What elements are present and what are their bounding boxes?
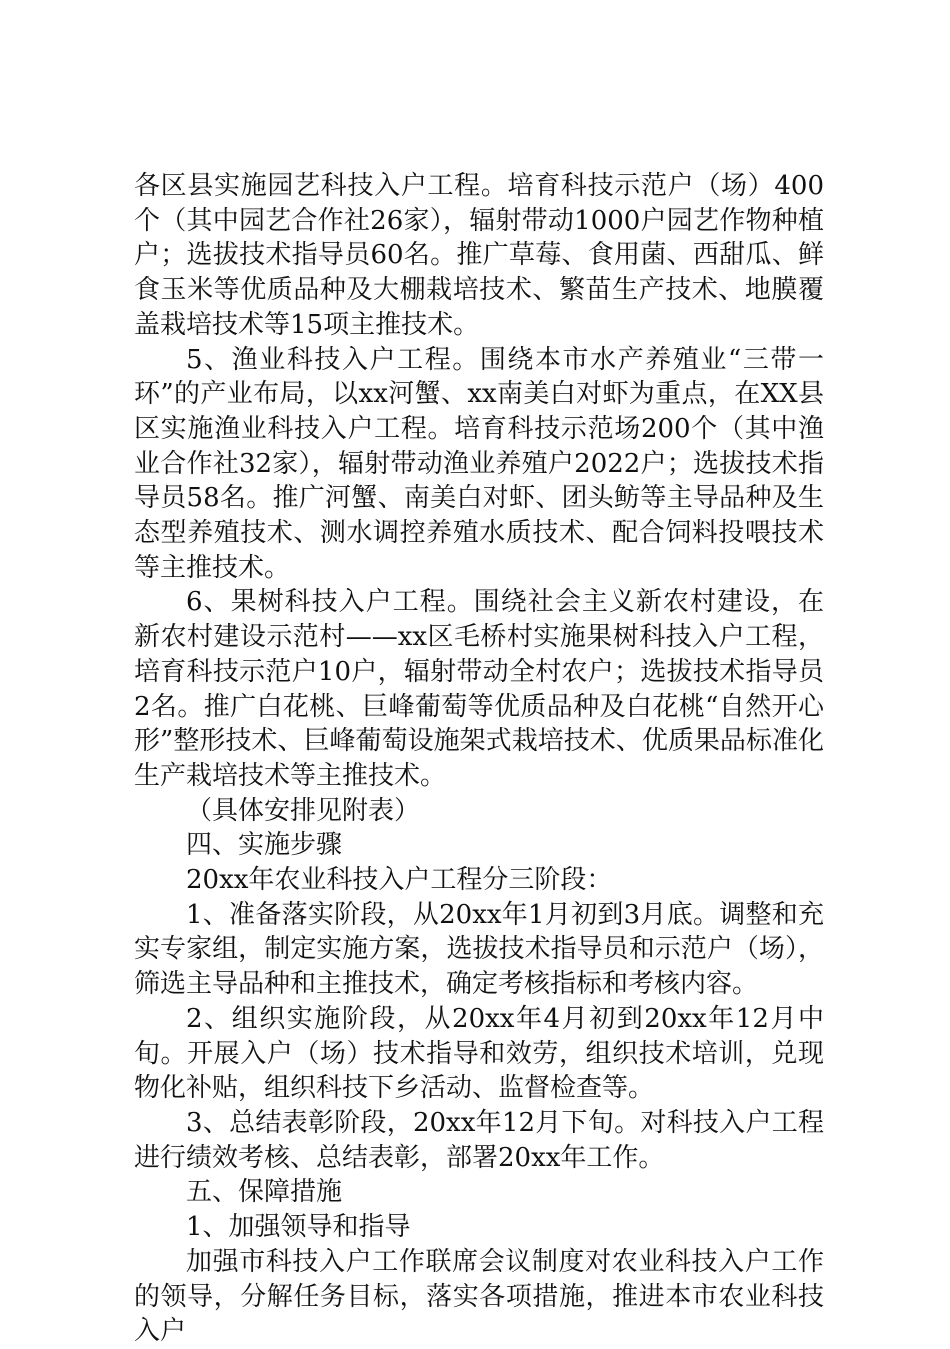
section-heading-implementation-steps: 四、实施步骤: [186, 830, 343, 861]
paragraph-stage-implementation: 2、组织实施阶段，从20xx年4月初到20xx年12月中旬。开展入户（场）技术指导和效劳，组织技术培训，兑现物化补贴，组织科技下乡活动、监督检查等。: [134, 1003, 824, 1104]
paragraph-leadership-body: 加强市科技入户工作联席会议制度对农业科技入户工作的领导，分解任务目标，落实各项措施，推进本市农业科技入户: [134, 1246, 824, 1347]
paragraph-stage-preparation: 1、准备落实阶段，从20xx年1月初到3月底。调整和充实专家组，制定实施方案，选拔技术指导员和示范户（场），筛选主导品种和主推技术，确定考核指标和考核内容。: [134, 899, 824, 1000]
paragraph-three-stages-intro: 20xx年农业科技入户工程分三阶段：: [186, 865, 613, 896]
subheading-leadership: 1、加强领导和指导: [186, 1212, 411, 1243]
paragraph-stage-summary: 3、总结表彰阶段，20xx年12月下旬。对科技入户工程进行绩效考核、总结表彰，部署20xx年工作。: [134, 1107, 824, 1173]
paragraph-appendix-note: （具体安排见附表）: [186, 795, 421, 826]
paragraph-fishery-project: 5、渔业科技入户工程。围绕本市水产养殖业“三带一环”的产业布局，以xx河蟹、xx南美白对虾为重点，在XX县区实施渔业科技入户工程。培育科技示范场200个（其中渔业合作社32家），辐射带动渔业养殖户2022户；选拔技术指导员58名。推广河蟹、南美白对虾、团头鲂等主导品种及生态型养殖技术、测水调控养殖水质技术、配合饲料投喂技术等主推技术。: [134, 344, 824, 583]
document-body: [134, 169, 824, 1349]
paragraph-horticulture-continued: 各区县实施园艺科技入户工程。培育科技示范户（场）400个（其中园艺合作社26家），辐射带动1000户园艺作物种植户；选拔技术指导员60名。推广草莓、食用菌、西甜瓜、鲜食玉米等优质品种及大棚栽培技术、繁苗生产技术、地膜覆盖栽培技术等15项主推技术。: [134, 171, 824, 340]
section-heading-safeguards: 五、保障措施: [186, 1177, 343, 1208]
paragraph-fruit-tree-project: 6、果树科技入户工程。围绕社会主义新农村建设，在新农村建设示范村——xx区毛桥村实施果树科技入户工程，培育科技示范户10户，辐射带动全村农户；选拔技术指导员2名。推广白花桃、巨峰葡萄等优质品种及白花桃“自然开心形”整形技术、巨峰葡萄设施架式栽培技术、优质果品标准化生产栽培技术等主推技术。: [134, 587, 824, 791]
